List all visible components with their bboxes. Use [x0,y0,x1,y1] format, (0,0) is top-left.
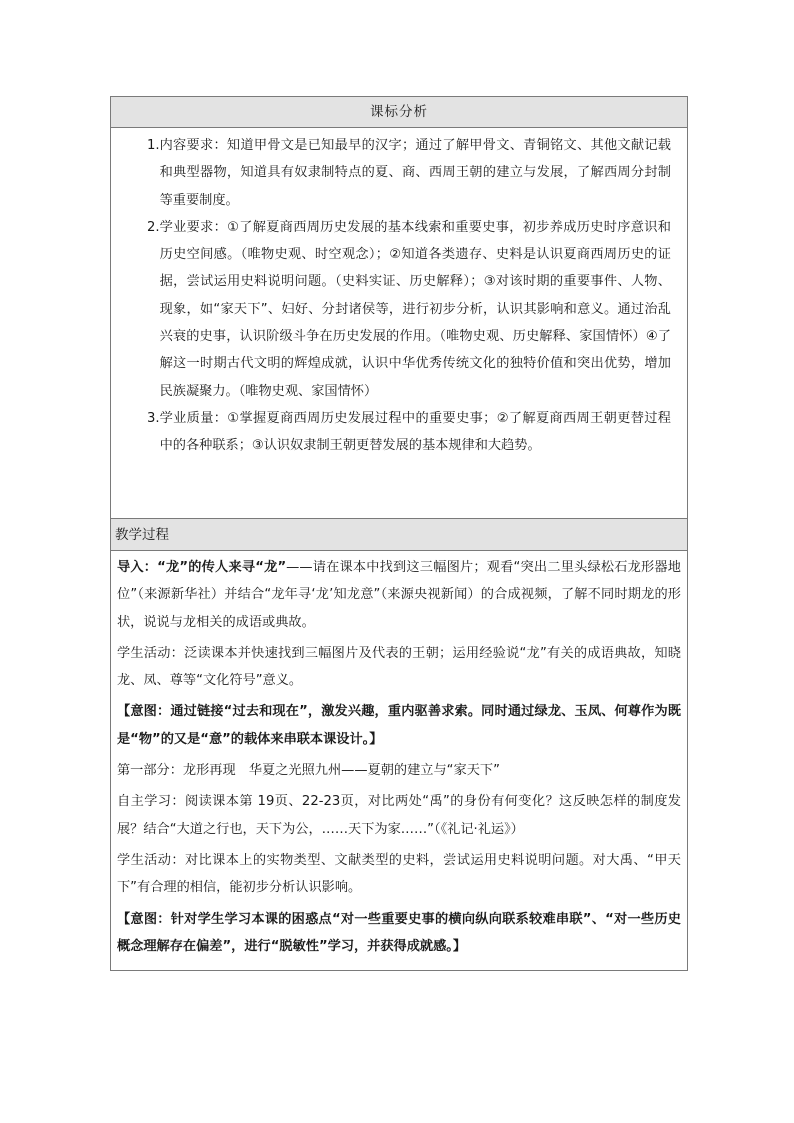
requirement-number: 3. [147,410,160,426]
self-study-paragraph: 自主学习：阅读课本第 19页、22-23页，对比两处“禹”的身份有何变化？这反映怎样的制度发展？结合“大道之行也，天下为公，……天下为家……”（《礼记·礼运》） [117,794,681,837]
requirement-text: 内容要求：知道甲骨文是已知最早的汉字；通过了解甲骨文、青铜铭文、其他文献记载和典型器物，知道具有奴隶制特点的夏、商、西周王朝的建立与发展，了解西周分封制等重要制度。 [159,138,671,208]
student-activity-1: 学生活动：泛读课本并快速找到三幅图片及代表的王朝；运用经验说“龙”有关的成语典故，知晓龙、凤、尊等“文化符号”意义。 [117,645,681,689]
requirement-text: 学业要求：①了解夏商西周历史发展的基本线索和重要史事，初步养成历史时序意识和历史空间感。（唯物史观、时空观念）；②知道各类遗存、史料是认识夏商西周历史的证据，尝试运用史料说明问题。（史料实证、历史解释）；③对该时期的重要事件、人物、现象，如“家天下”、妇好、分封诸侯等，进行初步分析，认识其影响和意义。通过治乱兴衰的史事，认识阶级斗争在历史发展的作用。（唯物史观、历史解释、家国情怀）④了解这一时期古代文明的辉煌成就，认识中华优秀传统文化的独特价值和突出优势，增加民族凝聚力。（唯物史观、家国情怀） [159,219,671,399]
lesson-plan-table [110,96,688,971]
intro-label: 导入：“龙”的传人来寻“龙” [117,560,287,575]
intro-paragraph [117,554,681,636]
curriculum-analysis-body [111,128,687,518]
curriculum-analysis-section [110,96,688,519]
teaching-process-section [110,519,688,971]
requirement-item-3 [147,405,671,460]
intro-text: ——请在课本中找到这三幅图片；观看“突出二里头绿松石龙形器地位”（来源新华社）并结合“龙年寻‘龙’知龙意”（来源央视新闻）的合成视频，了解不同时期龙的形状，说说与龙相关的成语或典故。 [117,560,681,630]
intent-1: 【意图：通过链接“过去和现在”，激发兴趣，重内驱善求索。同时通过绿龙、玉凤、何尊作为既是“物”的又是“意”的载体来串联本课设计。】 [117,704,681,747]
requirement-number: 1. [147,138,160,153]
teaching-process-header: 教学过程 [111,519,687,551]
student-activity-2: 学生活动：对比课本上的实物类型、文献类型的史料，尝试运用史料说明问题。对大禹、“甲天下”有合理的相信，能初步分析认识影响。 [117,852,681,896]
part-one-title: 第一部分：龙形再现 华夏之光照九州——夏朝的建立与“家天下” [117,763,500,779]
curriculum-analysis-header: 课标分析 [111,97,687,128]
teaching-process-body [111,551,687,970]
requirement-number: 2. [147,219,160,235]
requirement-text: 学业质量：①掌握夏商西周历史发展过程中的重要史事；②了解夏商西周王朝更替过程中的各种联系；③认识奴隶制王朝更替发展的基本规律和大趋势。 [159,410,671,454]
intent-2: 【意图：针对学生学习本课的困惑点“对一些重要史事的横向纵向联系较难串联”、“对一些历史概念理解存在偏差”，进行“脱敏性”学习，并获得成就感。】 [117,911,681,954]
requirement-item-1 [147,132,671,214]
requirement-item-2 [147,214,671,405]
